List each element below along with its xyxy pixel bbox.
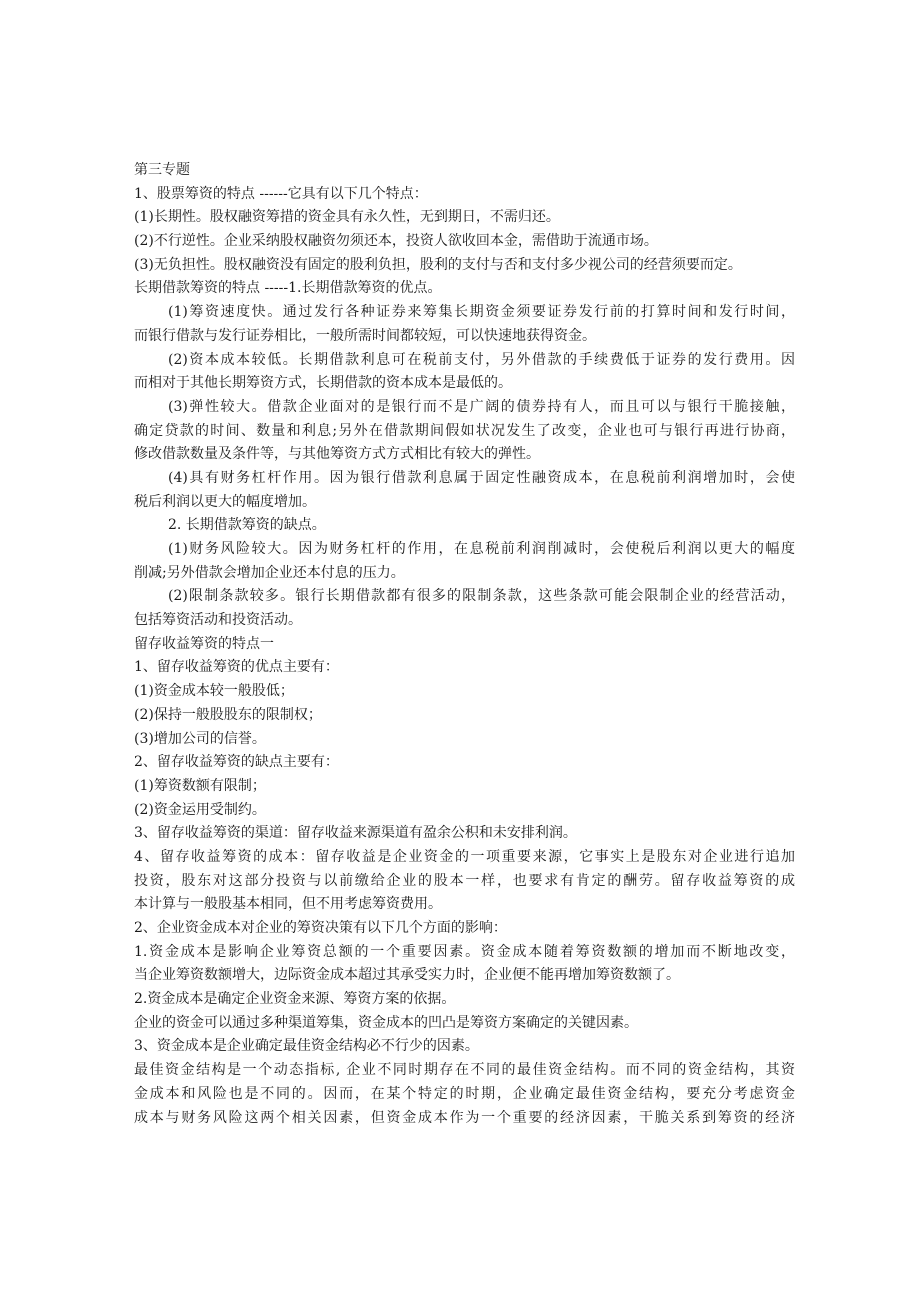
text-line: 3、留存收益筹资的渠道：留存收益来源渠道有盈余公积和未安排利润。 bbox=[134, 825, 577, 842]
text-line: (2)资金运用受制约。 bbox=[134, 801, 266, 818]
text-line: 而银行借款与发行证券相比，一般所需时间都较短，可以快速地获得资金。 bbox=[134, 327, 596, 344]
text-line: 2、企业资金成本对企业的筹资决策有以下几个方面的影响： bbox=[134, 920, 507, 936]
text-line: (3)弹性较大。借款企业面对的是银行而不是广阔的债券持有人，而且可以与银行干脆接触， bbox=[168, 398, 795, 415]
document-body bbox=[134, 159, 795, 1130]
text-line: 1、股票筹资的特点 ------它具有以下几个特点： bbox=[134, 185, 428, 202]
text-line: (2)资本成本较低。长期借款利息可在税前支付，另外借款的手续费低于证券的发行费用。因 bbox=[168, 351, 795, 368]
text-line: (4)具有财务杠杆作用。因为银行借款利息属于固定性融资成本，在息税前利润增加时，会使 bbox=[168, 469, 795, 486]
text-line: 削减;另外借款会增加企业还本付息的压力。 bbox=[134, 564, 405, 581]
text-line: 金成本和风险也是不同的。因而，在某个特定的时期，企业确定最佳资金结构，要充分考虑资金 bbox=[134, 1085, 795, 1102]
text-line: 1.资金成本是影响企业筹资总额的一个重要因素。资金成本随着筹资数额的增加而不断地改变， bbox=[134, 943, 795, 960]
text-line: (1)筹资数额有限制； bbox=[134, 777, 266, 794]
text-line: 最佳资金结构是一个动态指标, 企业不同时期存在不同的最佳资金结构。而不同的资金结构，其资 bbox=[134, 1062, 795, 1079]
text-line: 2. 长期借款筹资的缺点。 bbox=[168, 517, 326, 534]
text-line: 投资，股东对这部分投资与以前缴给企业的股本一样，也要求有肯定的酬劳。留存收益筹资的成 bbox=[134, 872, 795, 889]
text-line: (2)保持一般股股东的限制权； bbox=[134, 706, 322, 723]
text-line: 确定贷款的时间、数量和利息;另外在借款期间假如状况发生了改变，企业也可与银行再进行协商， bbox=[134, 422, 795, 439]
text-line: (3)无负担性。股权融资没有固定的股利负担，股利的支付与否和支付多少视公司的经营须要而定。 bbox=[134, 256, 742, 273]
text-line: 本计算与一般股基本相同，但不用考虑筹资费用。 bbox=[134, 896, 442, 913]
text-line: 企业的资金可以通过多种渠道筹集，资金成本的凹凸是筹资方案确定的关键因素。 bbox=[134, 1014, 638, 1031]
text-line: 而相对于其他长期筹资方式，长期借款的资本成本是最低的。 bbox=[134, 375, 512, 392]
text-line: (1)财务风险较大。因为财务杠杆的作用，在息税前利润削减时，会使税后利润以更大的幅度 bbox=[168, 541, 795, 557]
text-line: (1)长期性。股权融资筹措的资金具有永久性，无到期日，不需归还。 bbox=[134, 209, 560, 226]
text-line: (1)资金成本较一般股低； bbox=[134, 683, 294, 700]
text-line: (2)不行逆性。企业采纳股权融资勿须还本，投资人欲收回本金，需借助于流通市场。 bbox=[134, 233, 658, 250]
text-line: 1、留存收益筹资的优点主要有： bbox=[134, 659, 339, 676]
text-line: 修改借款数量及条件等，与其他筹资方式方式相比有较大的弹性。 bbox=[134, 446, 540, 463]
text-line: 留存收益筹资的特点一 bbox=[134, 635, 274, 652]
text-line: 税后利润以更大的幅度增加。 bbox=[134, 493, 316, 510]
text-line: (1)筹资速度快。通过发行各种证券来筹集长期资金须要证券发行前的打算时间和发行时间， bbox=[168, 304, 795, 321]
text-line: 成本与财务风险这两个相关因素，但资金成本作为一个重要的经济因素，干脆关系到筹资的经济 bbox=[134, 1109, 795, 1126]
text-line: 当企业筹资数额增大，边际资金成本超过其承受实力时，企业便不能再增加筹资数额了。 bbox=[134, 967, 680, 984]
text-line: 4、留存收益筹资的成本：留存收益是企业资金的一项重要来源，它事实上是股东对企业进行追加 bbox=[134, 848, 795, 865]
text-line: 2.资金成本是确定企业资金来源、筹资方案的依据。 bbox=[134, 991, 456, 1008]
text-line: (2)限制条款较多。银行长期借款都有很多的限制条款，这些条款可能会限制企业的经营活动， bbox=[168, 588, 795, 605]
text-line: 第三专题 bbox=[134, 162, 190, 178]
text-line: (3)增加公司的信誉。 bbox=[134, 730, 266, 747]
text-line: 3、资金成本是企业确定最佳资金结构必不行少的因素。 bbox=[134, 1038, 479, 1055]
text-line: 2、留存收益筹资的缺点主要有： bbox=[134, 754, 339, 771]
text-line: 包括筹资活动和投资活动。 bbox=[134, 612, 302, 629]
text-line: 长期借款筹资的特点 -----1.长期借款筹资的优点。 bbox=[134, 280, 442, 297]
